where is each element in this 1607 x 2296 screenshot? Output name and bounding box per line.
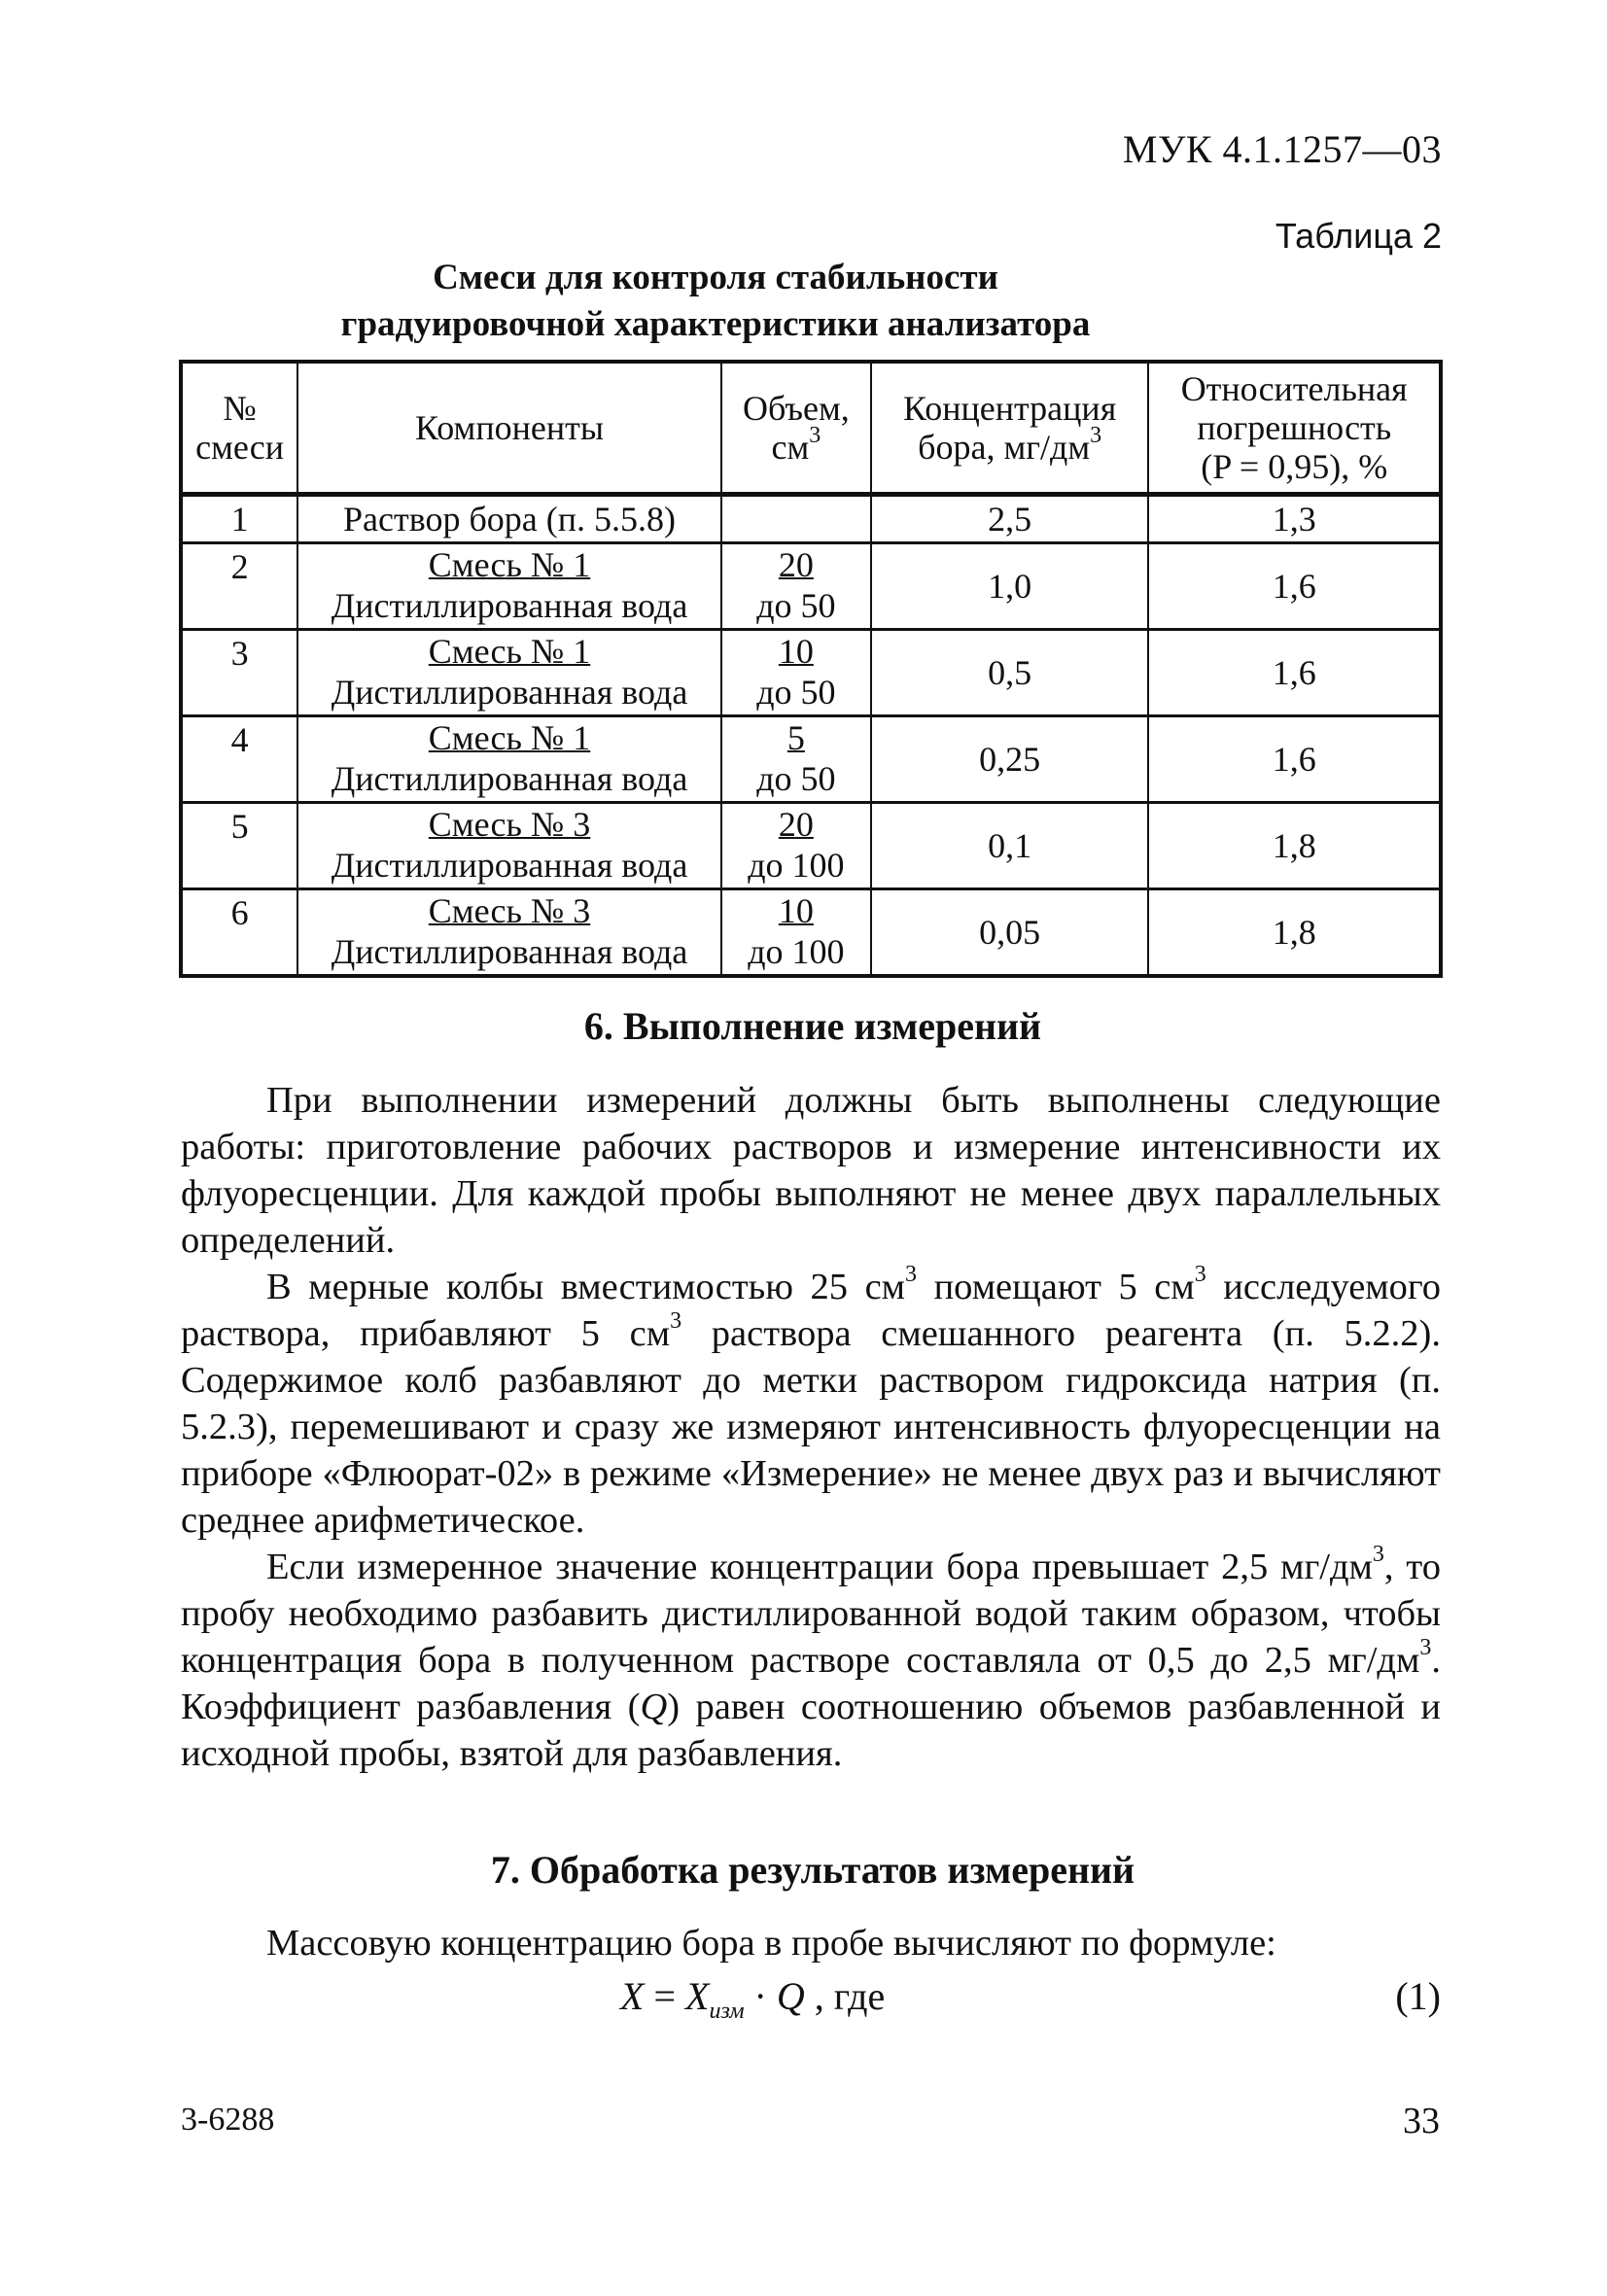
cell-concentration: 0,1 — [871, 802, 1149, 888]
formula: $X = X_{изм} \cdot Q$ , где — [620, 1974, 886, 2024]
cell-number: 6 — [181, 888, 297, 976]
cell-concentration: 1,0 — [871, 542, 1149, 629]
footer-code: 3-6288 — [181, 2102, 275, 2138]
table-caption-line2: градуировочной характеристики анализатора — [340, 304, 1091, 344]
section-6-heading: 6. Выполнение измерений — [583, 1004, 1042, 1048]
table-row — [181, 888, 1441, 976]
table-caption — [181, 255, 1250, 348]
table-row — [181, 629, 1441, 715]
cell-concentration: 2,5 — [871, 494, 1149, 542]
cell-component: Раствор бора (п. 5.5.8) — [297, 494, 721, 542]
table-row — [181, 802, 1441, 888]
cell-number: 1 — [181, 494, 297, 542]
header-relative-error: Относительная погрешность (P = 0,95), % — [1148, 362, 1441, 494]
cell-error: 1,3 — [1148, 494, 1441, 542]
cell-volume: 10 до 100 — [721, 888, 871, 976]
section-7-heading: 7. Обработка результатов измерений — [490, 1848, 1135, 1892]
cell-error: 1,8 — [1148, 802, 1441, 888]
paragraph: При выполнении измерений должны быть выполнены следующие работы: приготовление рабочих растворов и измерение интенсивности их флуоресценции. Для каждой пробы выполняют не менее двух параллельных определений. — [181, 1080, 1441, 1261]
cell-error: 1,6 — [1148, 542, 1441, 629]
cell-component: Смесь № 1 Дистиллированная вода — [297, 542, 721, 629]
header-mixture-number: № смеси — [181, 362, 297, 494]
cell-error: 1,8 — [1148, 888, 1441, 976]
table-caption-line1: Смеси для контроля стабильности — [433, 258, 998, 297]
paragraph: Массовую концентрацию бора в пробе вычисляют по формуле: — [266, 1923, 1276, 1964]
section-6-body — [181, 1077, 1441, 1777]
cell-concentration: 0,5 — [871, 629, 1149, 715]
cell-error: 1,6 — [1148, 629, 1441, 715]
cell-component: Смесь № 1 Дистиллированная вода — [297, 715, 721, 802]
formula-number: (1) — [1395, 1974, 1441, 2018]
cell-number: 5 — [181, 802, 297, 888]
paragraph: Если измеренное значение концентрации бора превышает 2,5 $мг/дм^3$, то пробу необходимо разбавить дистиллированной водой таким образом, чтобы концентрация бора в полученном растворе составляла от 0,5 до 2,5 $мг/дм^3$. Коэффициент разбавления (Q) равен соотношению объемов разбавленной и исходной пробы, взятой для разбавления. — [181, 1542, 1441, 1774]
mixtures-table — [179, 360, 1443, 978]
table-row — [181, 494, 1441, 542]
cell-component: Смесь № 3 Дистиллированная вода — [297, 802, 721, 888]
header-components: Компоненты — [297, 362, 721, 494]
cell-volume — [721, 494, 871, 542]
section-7-body — [181, 1920, 1441, 1966]
cell-volume: 10 до 50 — [721, 629, 871, 715]
header-volume: Объем, $см^3$ — [721, 362, 871, 494]
doc-code: МУК 4.1.1257—03 — [1122, 127, 1442, 171]
cell-volume: 5 до 50 — [721, 715, 871, 802]
cell-concentration: 0,05 — [871, 888, 1149, 976]
page-number: 33 — [1403, 2101, 1440, 2141]
cell-component: Смесь № 3 Дистиллированная вода — [297, 888, 721, 976]
table-row — [181, 542, 1441, 629]
paragraph: В мерные колбы вместимостью 25 $см^3$ помещают 5 $см^3$ исследуемого раствора, прибавляют 5 $см^3$ раствора смешанного реагента (п. 5.2.2). Содержимое колб разбавляют до метки раствором гидроксида натрия (п. 5.2.3), перемешивают и сразу же измеряют интенсивность флуоресценции на приборе «Флюорат-02» в режиме «Измерение» не менее двух раз и вычисляют среднее арифметическое. — [181, 1262, 1441, 1541]
cell-component: Смесь № 1 Дистиллированная вода — [297, 629, 721, 715]
cell-number: 3 — [181, 629, 297, 715]
table-label: Таблица 2 — [1275, 216, 1442, 256]
cell-number: 4 — [181, 715, 297, 802]
cell-volume: 20 до 100 — [721, 802, 871, 888]
formula-line — [181, 1973, 1441, 2022]
table-row — [181, 715, 1441, 802]
header-concentration: Концентрация бора, $мг/дм^3$ — [871, 362, 1149, 494]
table-header-row — [181, 362, 1441, 494]
cell-number: 2 — [181, 542, 297, 629]
cell-volume: 20 до 50 — [721, 542, 871, 629]
cell-error: 1,6 — [1148, 715, 1441, 802]
cell-concentration: 0,25 — [871, 715, 1149, 802]
